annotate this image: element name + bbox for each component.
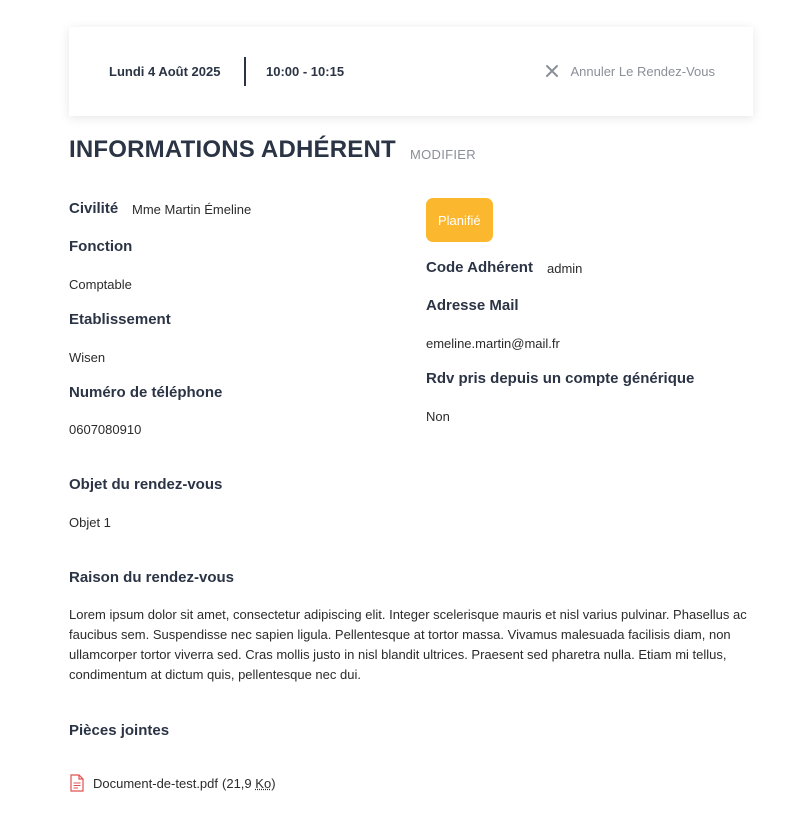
page-title: INFORMATIONS ADHÉRENT — [69, 136, 396, 163]
phone-label: Numéro de téléphone — [69, 384, 223, 401]
subject-value: Objet 1 — [69, 515, 111, 530]
establishment-value: Wisen — [69, 350, 106, 365]
appointment-date: Lundi 4 Août 2025 — [109, 64, 221, 79]
cancel-appointment-button[interactable] — [544, 63, 715, 79]
establishment-label: Etablissement — [69, 311, 171, 328]
status-badge: Planifié — [426, 198, 493, 242]
reason-text: Lorem ipsum dolor sit amet, consectetur adipiscing elit. Integer scelerisque mauris et nisl varius pulvinar. Phasellus ac faucibus sem. Suspendisse nec sapien ligula. Pellentesque at tortor massa. Vivamus malesuada facilisis diam, non ullamcorper tortor viverra sed. Cras mollis justo in nisl blandit ultrices. Praesent sed pharetra nulla. Etiam mi tellus, condimentum at dictum quis, pellentesque nec dui. — [69, 607, 747, 682]
member-code-label: Code Adhérent — [426, 259, 533, 276]
cancel-label: Annuler Le Rendez-Vous — [570, 63, 715, 79]
generic-account-value: Non — [426, 409, 450, 424]
member-code-value: admin — [547, 261, 583, 276]
appointment-card — [69, 27, 753, 116]
attachment-name: Document-de-test.pdf — [93, 775, 219, 791]
modify-button[interactable]: MODIFIER — [410, 147, 476, 162]
function-label: Fonction — [69, 238, 133, 255]
subject-label: Objet du rendez-vous — [69, 476, 223, 493]
function-value: Comptable — [69, 277, 132, 292]
pdf-file-icon — [69, 774, 85, 792]
civility-value: Mme Martin Émeline — [132, 202, 252, 217]
phone-value: 0607080910 — [69, 422, 142, 437]
email-label: Adresse Mail — [426, 297, 519, 314]
close-icon — [544, 63, 560, 79]
size-unit: Ko — [255, 775, 272, 791]
reason-label: Raison du rendez-vous — [69, 569, 235, 586]
attachments-label: Pièces jointes — [69, 722, 170, 739]
generic-account-label: Rdv pris depuis un compte générique — [426, 370, 695, 387]
appointment-time: 10:00 - 10:15 — [266, 64, 345, 79]
divider — [244, 57, 246, 86]
email-value: emeline.martin@mail.fr — [426, 336, 560, 351]
attachment-size: (21,9 Ko) — [222, 775, 276, 791]
attachment-link[interactable] — [69, 774, 276, 792]
civility-label: Civilité — [69, 200, 119, 217]
